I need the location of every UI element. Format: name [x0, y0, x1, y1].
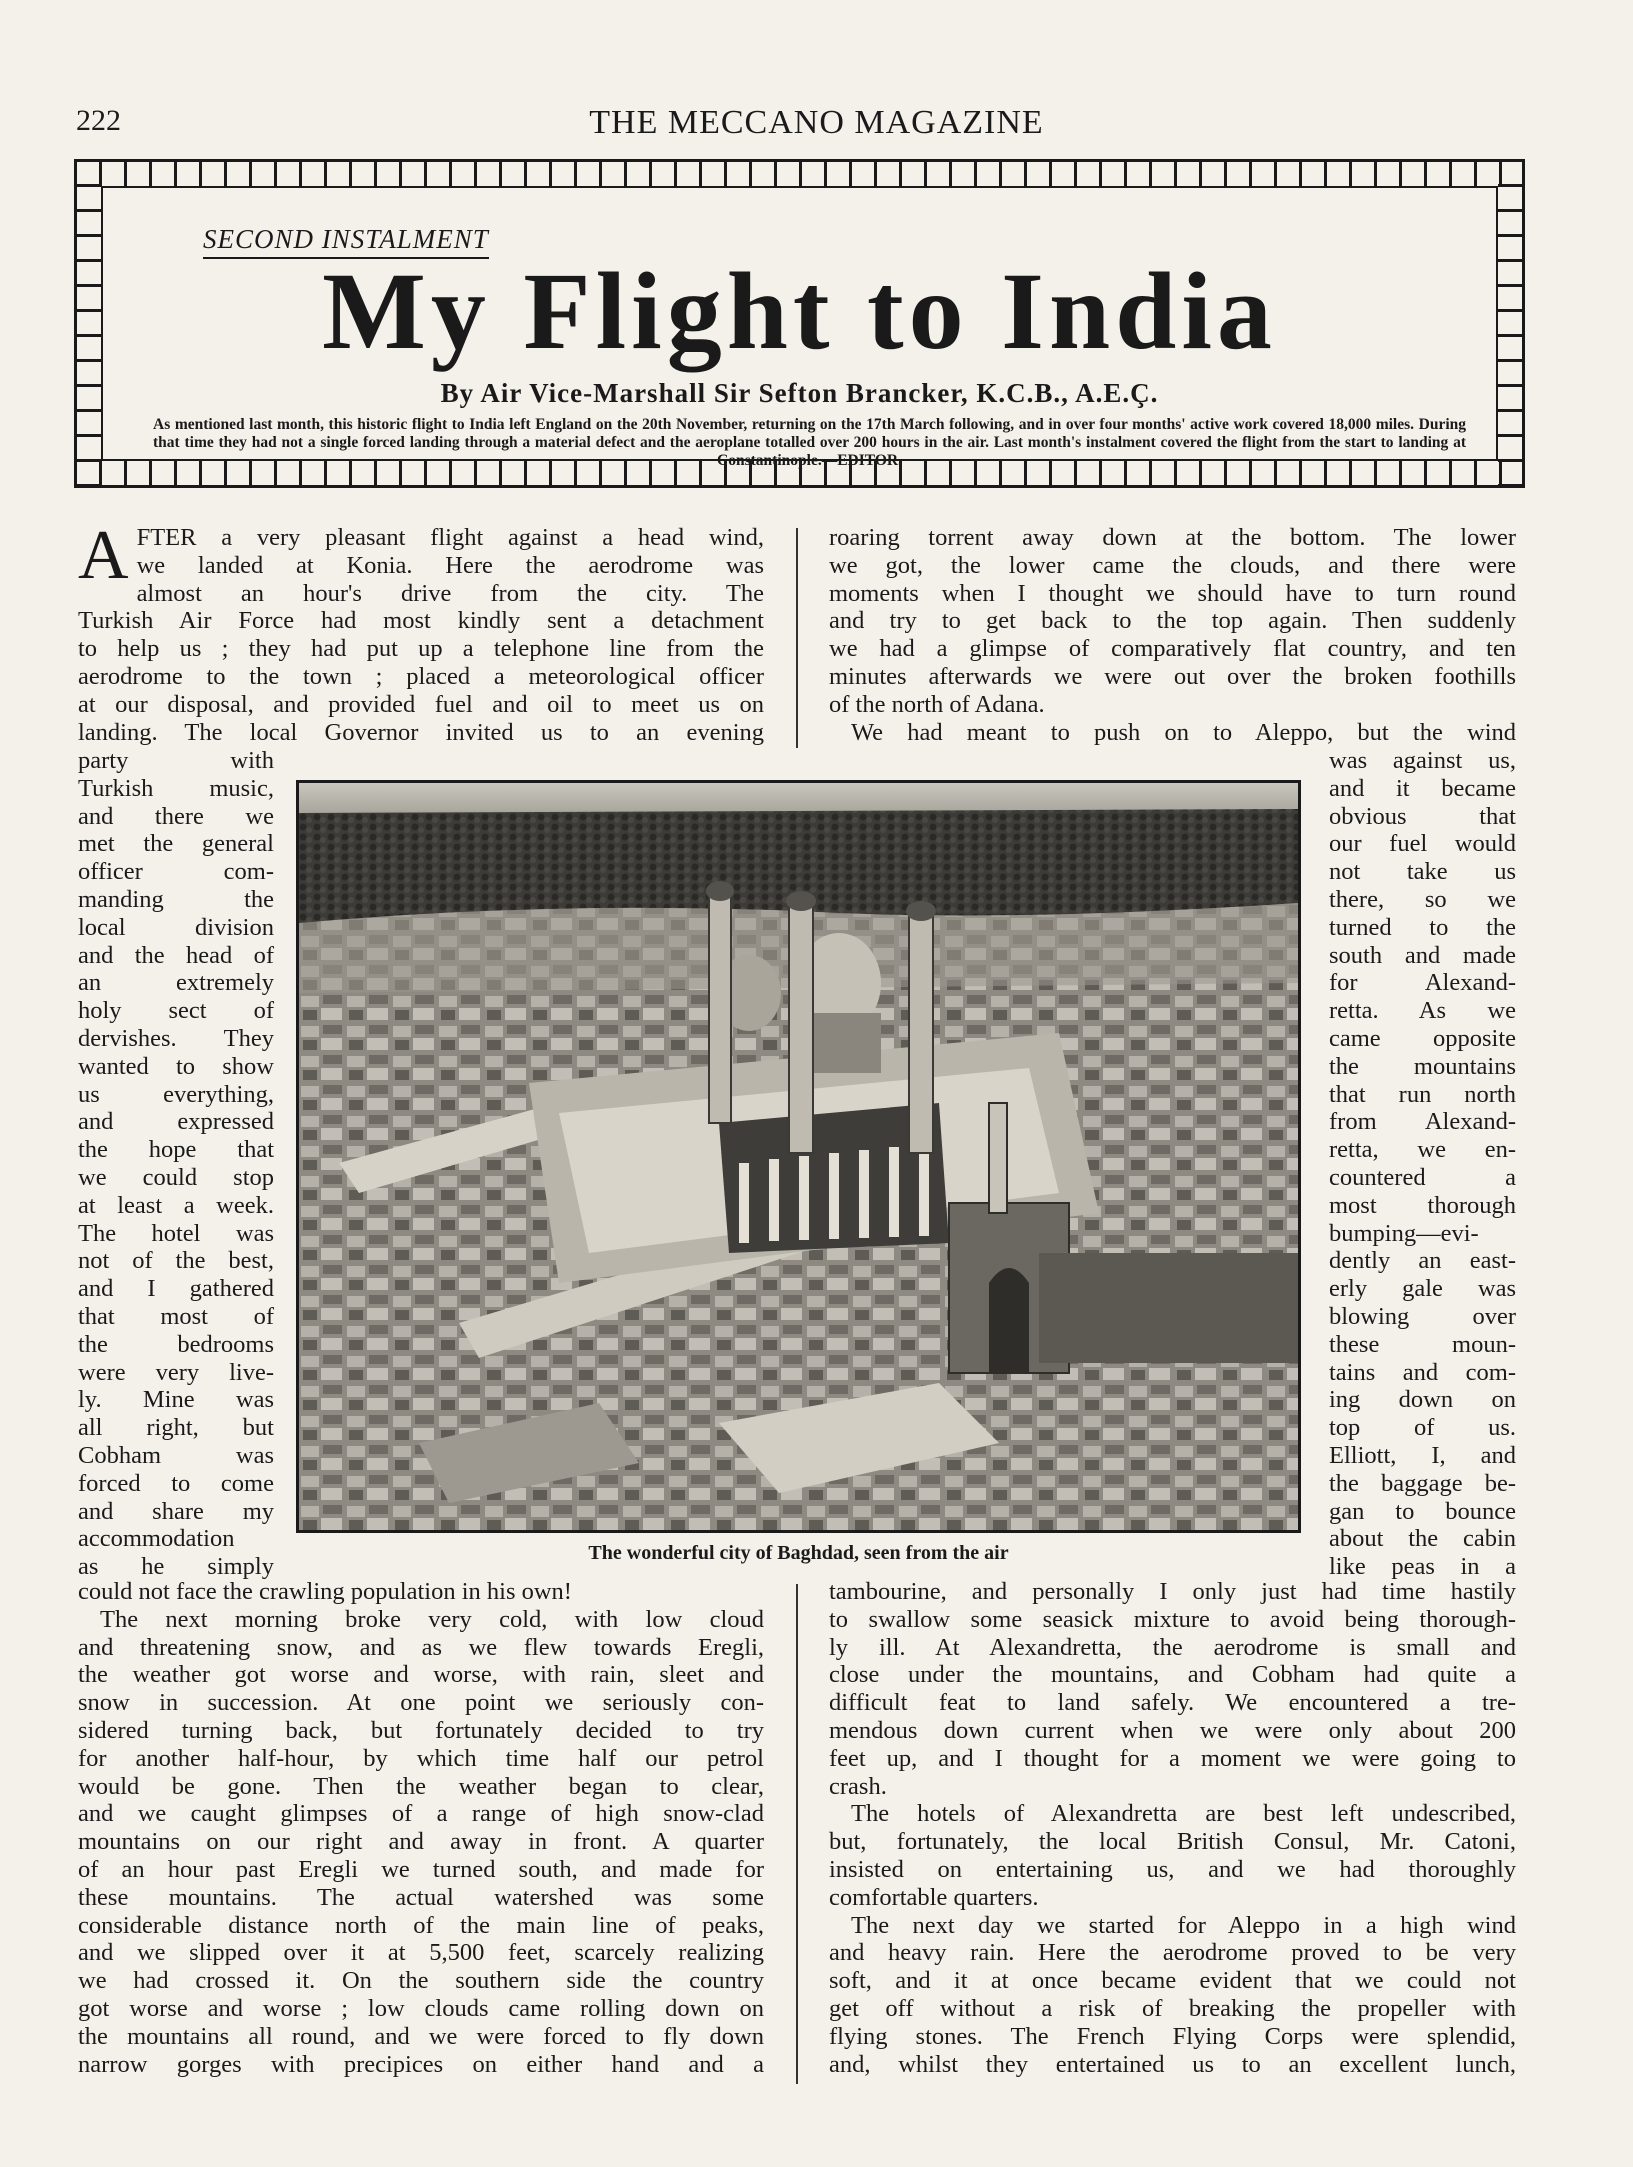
text-line: flying stones. The French Flying Corps were splendid,: [829, 2022, 1516, 2050]
text-line: tambourine, and personally I only just had time hastily: [829, 1578, 1516, 1605]
text-line: Cobham was: [78, 1441, 274, 1469]
text-line: not of the best,: [78, 1247, 274, 1275]
text-line: us everything,: [78, 1080, 274, 1108]
text-line: and threatening snow, and as we flew towards Eregli,: [78, 1633, 764, 1661]
text-line: difficult feat to land safely. We encountered a tre-: [829, 1689, 1516, 1717]
text-line: got worse and worse ; low clouds came rolling down on: [78, 1994, 764, 2022]
text-line: manding the: [78, 885, 274, 913]
text-line: these mountains. The actual watershed was some: [78, 1883, 764, 1911]
column-right-bottom: [829, 1578, 1516, 2078]
text-line: ing down on: [1329, 1386, 1516, 1414]
text-line: soft, and it at once became evident that we could not: [829, 1967, 1516, 1995]
text-line: forced to come: [78, 1469, 274, 1497]
text-line: insisted on entertaining us, and we had thoroughly: [829, 1855, 1516, 1883]
text-line: aerodrome to the town ; placed a meteorological officer: [78, 662, 764, 690]
text-line: of the north of Adana.: [829, 690, 1045, 718]
column-rule-top: [796, 528, 798, 748]
photo-caption: The wonderful city of Baghdad, seen from the air: [588, 1542, 1009, 1564]
text-line: Turkish music,: [78, 774, 274, 802]
text-line: and, whilst they entertained us to an excellent lunch,: [829, 2050, 1516, 2078]
byline: By Air Vice-Marshall Sir Sefton Brancker, K.C.B., A.E.Ç.: [440, 378, 1159, 408]
text-line: and there we: [78, 802, 274, 830]
text-line: that most of: [78, 1302, 274, 1330]
text-line: to help us ; they had put up a telephone line from the: [78, 635, 764, 663]
text-line: was against us,: [1329, 747, 1516, 774]
title-frame: [74, 159, 1525, 488]
editor-note: As mentioned last month, this historic flight to India left England on the 20th November, returning on the 17th March following, and in over four months' active work covered 18,000 miles. During that time they had not a single forced landing through a material defect and the aeroplane totalled over 200 hours in the air. Last month's instalment covered the flight from the start to landing at Constantinople.—EDITOR.: [153, 416, 1466, 469]
running-head: THE MECCANO MAGAZINE: [589, 104, 1044, 141]
photo-baghdad: [296, 780, 1301, 1533]
text-line: officer com-: [78, 858, 274, 886]
text-line: but, fortunately, the local British Consul, Mr. Catoni,: [829, 1828, 1516, 1856]
text-line: were very live-: [78, 1358, 274, 1386]
text-line: could not face the crawling population in his own!: [78, 1578, 572, 1605]
text-line: all right, but: [78, 1414, 274, 1442]
text-line: the weather got worse and worse, with rain, sleet and: [78, 1661, 764, 1689]
text-line: the baggage be-: [1329, 1469, 1516, 1497]
text-line: and try to get back to the top again. Then suddenly: [829, 607, 1516, 635]
text-line: and it became: [1329, 774, 1516, 802]
text-line: mountains on our right and away in front. A quarter: [78, 1828, 764, 1856]
text-line: obvious that: [1329, 802, 1516, 830]
text-line: countered a: [1329, 1163, 1516, 1191]
aerial-city-illustration: [299, 783, 1298, 1530]
text-line: we had a glimpse of comparatively flat country, and ten: [829, 635, 1516, 663]
text-line: retta. As we: [1329, 997, 1516, 1025]
text-line: and the head of: [78, 941, 274, 969]
text-line: erly gale was: [1329, 1275, 1516, 1303]
text-line: like peas in a: [1329, 1553, 1516, 1581]
text-line: FTER a very pleasant flight against a head wind,: [136, 524, 764, 551]
text-line: for another half-hour, by which time half our petrol: [78, 1744, 764, 1772]
text-line: accommodation: [78, 1525, 235, 1553]
series-label: SECOND INSTALMENT: [203, 224, 489, 259]
text-line: we got, the lower came the clouds, and there were: [829, 551, 1516, 579]
text-lines: [78, 517, 764, 746]
text-line: dervishes. They: [78, 1024, 274, 1052]
text-line: party with: [78, 747, 274, 774]
text-line: met the general: [78, 830, 274, 858]
text-line: we could stop: [78, 1163, 274, 1191]
article-title: My Flight to India: [322, 250, 1277, 372]
text-line: at our disposal, and provided fuel and oil to meet us on: [78, 690, 764, 718]
text-line: most thorough: [1329, 1191, 1516, 1219]
text-line: turned to the: [1329, 913, 1516, 941]
text-line: our fuel would: [1329, 830, 1516, 858]
text-line: top of us.: [1329, 1414, 1516, 1442]
text-line: considerable distance north of the main line of peaks,: [78, 1911, 764, 1939]
text-line: We had meant to push on to Aleppo, but the wind: [851, 718, 1516, 746]
text-line: blowing over: [1329, 1302, 1516, 1330]
text-line: there, so we: [1329, 885, 1516, 913]
column-rule-bottom: [796, 1584, 798, 2084]
text-line: mendous down current when we were only about 200: [829, 1716, 1516, 1744]
text-line: tains and com-: [1329, 1358, 1516, 1386]
text-line: and we caught glimpses of a range of high snow-clad: [78, 1800, 764, 1828]
text-line: from Alexand-: [1329, 1108, 1516, 1136]
text-line: The next day we started for Aleppo in a high wind: [851, 1911, 1516, 1939]
text-line: of an hour past Eregli we turned south, and made for: [78, 1855, 764, 1883]
text-line: get off without a risk of breaking the propeller with: [829, 1994, 1516, 2022]
text-line: the mountains: [1329, 1052, 1516, 1080]
text-line: and heavy rain. Here the aerodrome proved to be very: [829, 1939, 1516, 1967]
text-line: landing. The local Governor invited us to an evening: [78, 718, 764, 746]
text-line: these moun-: [1329, 1330, 1516, 1358]
text-line: gan to bounce: [1329, 1497, 1516, 1525]
column-left-top: [78, 517, 764, 746]
text-line: we landed at Konia. Here the aerodrome was: [136, 551, 764, 579]
text-line: that run north: [1329, 1080, 1516, 1108]
text-line: ly ill. At Alexandretta, the aerodrome is small and: [829, 1633, 1516, 1661]
text-line: dently an east-: [1329, 1247, 1516, 1275]
text-line: Turkish Air Force had most kindly sent a detachment: [78, 607, 764, 635]
text-line: The next morning broke very cold, with low cloud: [100, 1605, 764, 1633]
text-line: moments when I thought we should have to turn round: [829, 579, 1516, 607]
title-frame-inner: [101, 186, 1498, 469]
text-line: The hotel was: [78, 1219, 274, 1247]
drop-cap: A: [78, 517, 129, 594]
text-line: almost an hour's drive from the city. The: [136, 579, 764, 607]
text-line: and I gathered: [78, 1275, 274, 1303]
text-line: Elliott, I, and: [1329, 1441, 1516, 1469]
text-line: comfortable quarters.: [829, 1883, 1039, 1911]
text-line: the mountains all round, and we were forced to fly down: [78, 2022, 764, 2050]
text-line: crash.: [829, 1772, 887, 1800]
text-line: the hope that: [78, 1136, 274, 1164]
column-right-wrap: [1329, 747, 1516, 1581]
text-line: ly. Mine was: [78, 1386, 274, 1414]
page-number: 222: [76, 104, 121, 137]
text-line: not take us: [1329, 858, 1516, 886]
text-line: an extremely: [78, 969, 274, 997]
text-line: The hotels of Alexandretta are best left undescribed,: [851, 1800, 1516, 1828]
text-line: sidered turning back, but fortunately decided to try: [78, 1716, 764, 1744]
column-left-wrap: [78, 747, 274, 1581]
column-right-top: [829, 524, 1516, 746]
text-line: as he simply: [78, 1553, 274, 1581]
text-line: and expressed: [78, 1108, 274, 1136]
text-line: roaring torrent away down at the bottom. The lower: [829, 524, 1516, 551]
text-line: to swallow some seasick mixture to avoid being thorough-: [829, 1605, 1516, 1633]
text-line: wanted to show: [78, 1052, 274, 1080]
text-line: about the cabin: [1329, 1525, 1516, 1553]
text-line: south and made: [1329, 941, 1516, 969]
text-line: close under the mountains, and Cobham had quite a: [829, 1661, 1516, 1689]
text-line: we had crossed it. On the southern side the country: [78, 1967, 764, 1995]
text-line: and we slipped over it at 5,500 feet, scarcely realizing: [78, 1939, 764, 1967]
text-line: feet up, and I thought for a moment we were going to: [829, 1744, 1516, 1772]
text-line: would be gone. Then the weather began to clear,: [78, 1772, 764, 1800]
text-line: bumping—evi-: [1329, 1219, 1479, 1247]
text-line: local division: [78, 913, 274, 941]
text-line: holy sect of: [78, 997, 274, 1025]
text-line: the bedrooms: [78, 1330, 274, 1358]
text-line: snow in succession. At one point we seriously con-: [78, 1689, 764, 1717]
text-line: minutes afterwards we were out over the broken foothills: [829, 662, 1516, 690]
text-line: narrow gorges with precipices on either hand and a: [78, 2050, 764, 2078]
text-line: and share my: [78, 1497, 274, 1525]
text-line: for Alexand-: [1329, 969, 1516, 997]
text-line: at least a week.: [78, 1191, 274, 1219]
text-line: came opposite: [1329, 1024, 1516, 1052]
column-left-bottom: [78, 1578, 764, 2078]
text-line: retta, we en-: [1329, 1136, 1516, 1164]
